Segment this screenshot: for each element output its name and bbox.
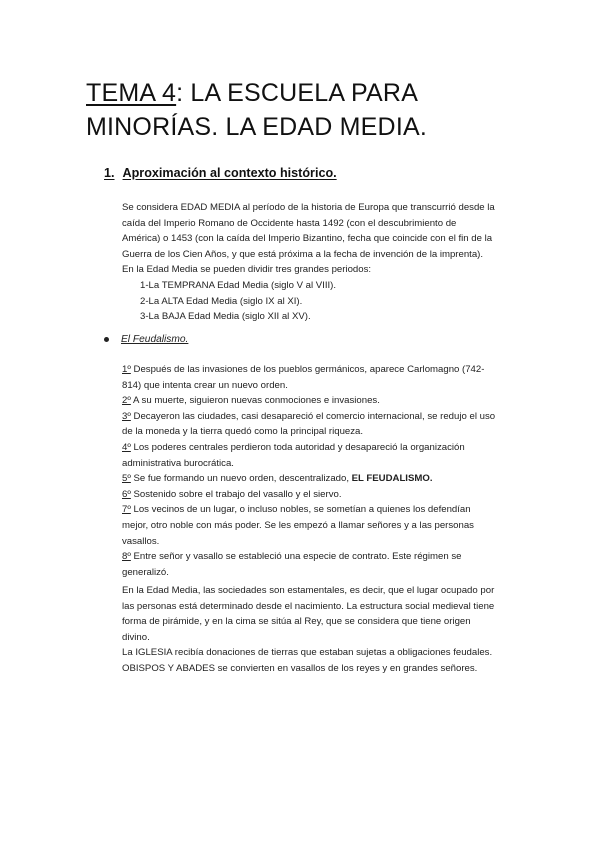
society-paragraph [122, 583, 514, 677]
intro-line: Guerra de los Cien Años, y que está próxima a la fecha de invención de la imprenta). [122, 248, 484, 260]
ordinal: 6º [122, 488, 131, 500]
list-item [122, 362, 514, 393]
intro-paragraph [122, 200, 514, 325]
bullet-dot-icon [104, 337, 109, 342]
list-item [122, 471, 514, 487]
point-text: Después de las invasiones de los pueblos germánicos, aparece Carlomagno (742- [133, 364, 485, 375]
point-text: Se fue formando un nuevo orden, descentralizado, [133, 473, 352, 485]
period-item: 2-La ALTA Edad Media (siglo IX al XI). [140, 295, 303, 307]
point-emphasis: EL FEUDALISMO. [351, 473, 433, 485]
point-text: Sostenido sobre el trabajo del vasallo y el siervo. [133, 488, 342, 500]
point-text: generalizó. [122, 566, 169, 578]
ordinal: 5º [122, 473, 131, 485]
ordinal: 4º [122, 441, 131, 453]
society-line: OBISPOS Y ABADES se convierten en vasallos de los reyes y en grandes señores. [122, 662, 478, 674]
intro-line: En la Edad Media se pueden dividir tres grandes periodos: [122, 264, 372, 276]
list-item [122, 440, 514, 471]
list-item [122, 393, 514, 409]
ordinal: 8º [122, 551, 131, 563]
ordinal: 3º [122, 410, 131, 422]
point-text: 814) que intenta crear un nuevo orden. [122, 379, 288, 391]
point-text: Entre señor y vasallo se estableció una especie de contrato. Este régimen se [133, 551, 462, 563]
point-text: A su muerte, siguieron nuevas conmociones e invasiones. [132, 395, 380, 407]
intro-line: América) o 1453 (con la caída del Imperio Bizantino, fecha que coincide con el fin de la [122, 233, 493, 245]
point-text: Los vecinos de un lugar, o incluso nobles, se sometían a quienes los defendían [133, 504, 471, 516]
title-line-2: MINORÍAS. LA EDAD MEDIA. [86, 113, 427, 141]
society-line: La IGLESIA recibía donaciones de tierras que estaban sujetas a obligaciones feudales. [122, 647, 493, 659]
point-text: administrativa burocrática. [122, 457, 234, 469]
periods-list [140, 278, 514, 325]
feudalism-bullet [104, 334, 188, 345]
intro-line: Se considera EDAD MEDIA al período de la historia de Europa que transcurrió desde la [122, 202, 495, 213]
ordinal: 1º [122, 364, 131, 375]
point-text: Decayeron las ciudades, casi desapareció el comercio internacional, se redujo el uso [133, 410, 496, 422]
title-rest: : LA ESCUELA PARA [176, 79, 419, 107]
point-text: de la moneda y la tierra quedó como la principal riqueza. [122, 426, 364, 438]
point-text: Los poderes centrales perdieron toda autoridad y desapareció la organización [133, 441, 465, 453]
intro-line: caída del Imperio Romano de Occidente hasta 1492 (con el descubrimiento de [122, 217, 457, 229]
period-item: 3-La BAJA Edad Media (siglo XII al XV). [140, 311, 311, 323]
section-number: 1. [104, 166, 115, 180]
list-item [122, 502, 514, 549]
list-item [122, 549, 514, 580]
ordinal: 7º [122, 504, 131, 516]
section-heading-1 [104, 166, 337, 180]
section-title: Aproximación al contexto histórico. [122, 166, 337, 180]
title-prefix: TEMA 4 [86, 79, 177, 107]
society-line: divino. [122, 631, 150, 643]
ordinal: 2º [122, 395, 131, 407]
society-line: forma de pirámide, y en la cima se sitúa al Rey, que se considera que tiene origen [122, 616, 471, 628]
point-text: vasallos. [122, 535, 160, 547]
title-line-1 [86, 76, 566, 110]
feudalism-points [122, 362, 514, 580]
society-line: En la Edad Media, las sociedades son estamentales, es decir, que el lugar ocupado por [122, 585, 495, 596]
point-text: mejor, otro noble con más poder. Se les empezó a llamar señores y a las personas [122, 519, 474, 531]
society-line: las personas está determinado desde el nacimiento. La estructura social medieval tiene [122, 600, 495, 612]
bullet-heading: El Feudalismo. [121, 334, 189, 345]
list-item [122, 487, 514, 503]
page-title [86, 76, 566, 144]
list-item [122, 409, 514, 440]
period-item: 1-La TEMPRANA Edad Media (siglo V al VIII). [140, 279, 337, 291]
